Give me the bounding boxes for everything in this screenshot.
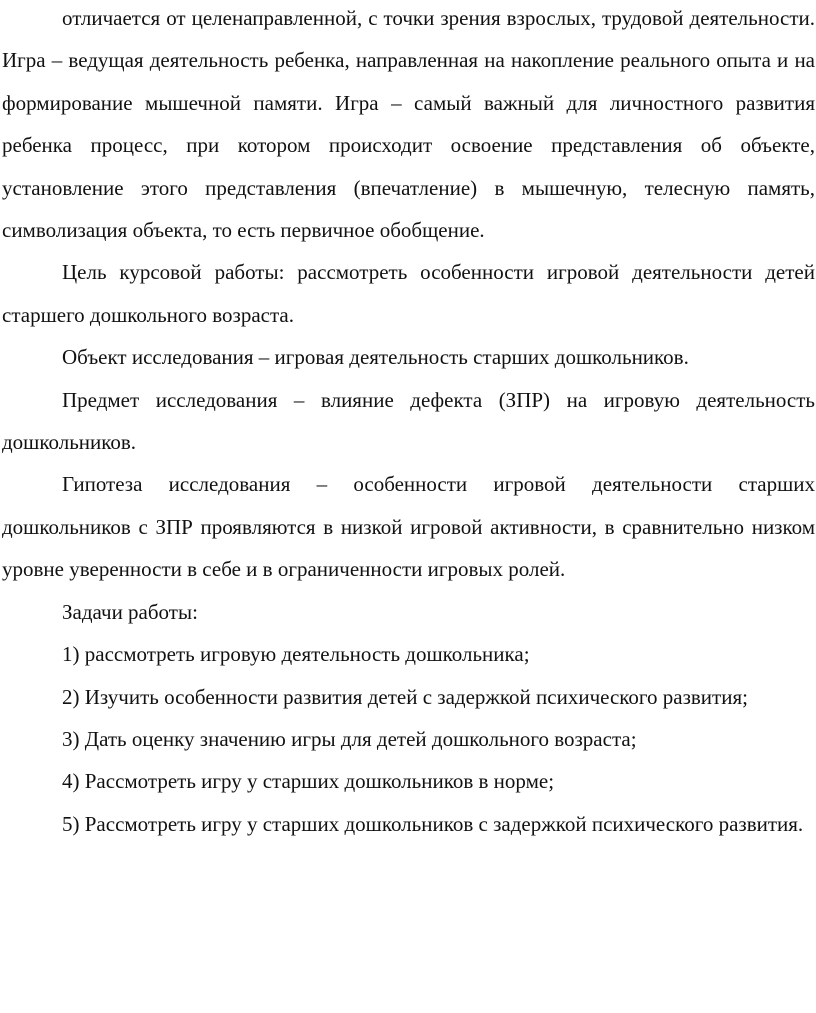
goal-paragraph: Цель курсовой работы: рассмотреть особенности игровой деятельности детей старшего дошкольного возраста. [2, 260, 815, 327]
task-item-1: 1) рассмотреть игровую деятельность дошкольника; [62, 642, 530, 667]
tasks-heading: Задачи работы: [62, 599, 198, 624]
task-item-5: 5) Рассмотреть игру у старших дошкольников с задержкой психического развития. [62, 811, 804, 836]
object-paragraph: Объект исследования – игровая деятельность старших дошкольников. [62, 345, 689, 370]
hypothesis-paragraph: Гипотеза исследования – особенности игровой деятельности старших дошкольников с ЗПР проявляются в низкой игровой активности, в сравнительно низком уровне уверенности в себе и в ограниченности игровых ролей. [2, 472, 815, 582]
task-item-3: 3) Дать оценку значению игры для детей дошкольного возраста; [62, 726, 637, 751]
task-item-4: 4) Рассмотреть игру у старших дошкольников в норме; [62, 769, 555, 794]
subject-paragraph: Предмет исследования – влияние дефекта (ЗПР) на игровую деятельность дошкольников. [2, 387, 815, 455]
intro-paragraph: отличается от целенаправленной, с точки зрения взрослых, трудовой деятельности. Игра – ведущая деятельность ребенка, направленная на накопление реального опыта и на формирование мышечной памяти. Игра – самый важный для личностного развития ребенка процесс, при котором происходит освоение представления об объекте, установление этого представления (впечатление) в мышечную, телесную память, символизация объекта, то есть первичное обобщение. [2, 6, 815, 243]
task-item-2: 2) Изучить особенности развития детей с задержкой психического развития; [62, 684, 748, 709]
